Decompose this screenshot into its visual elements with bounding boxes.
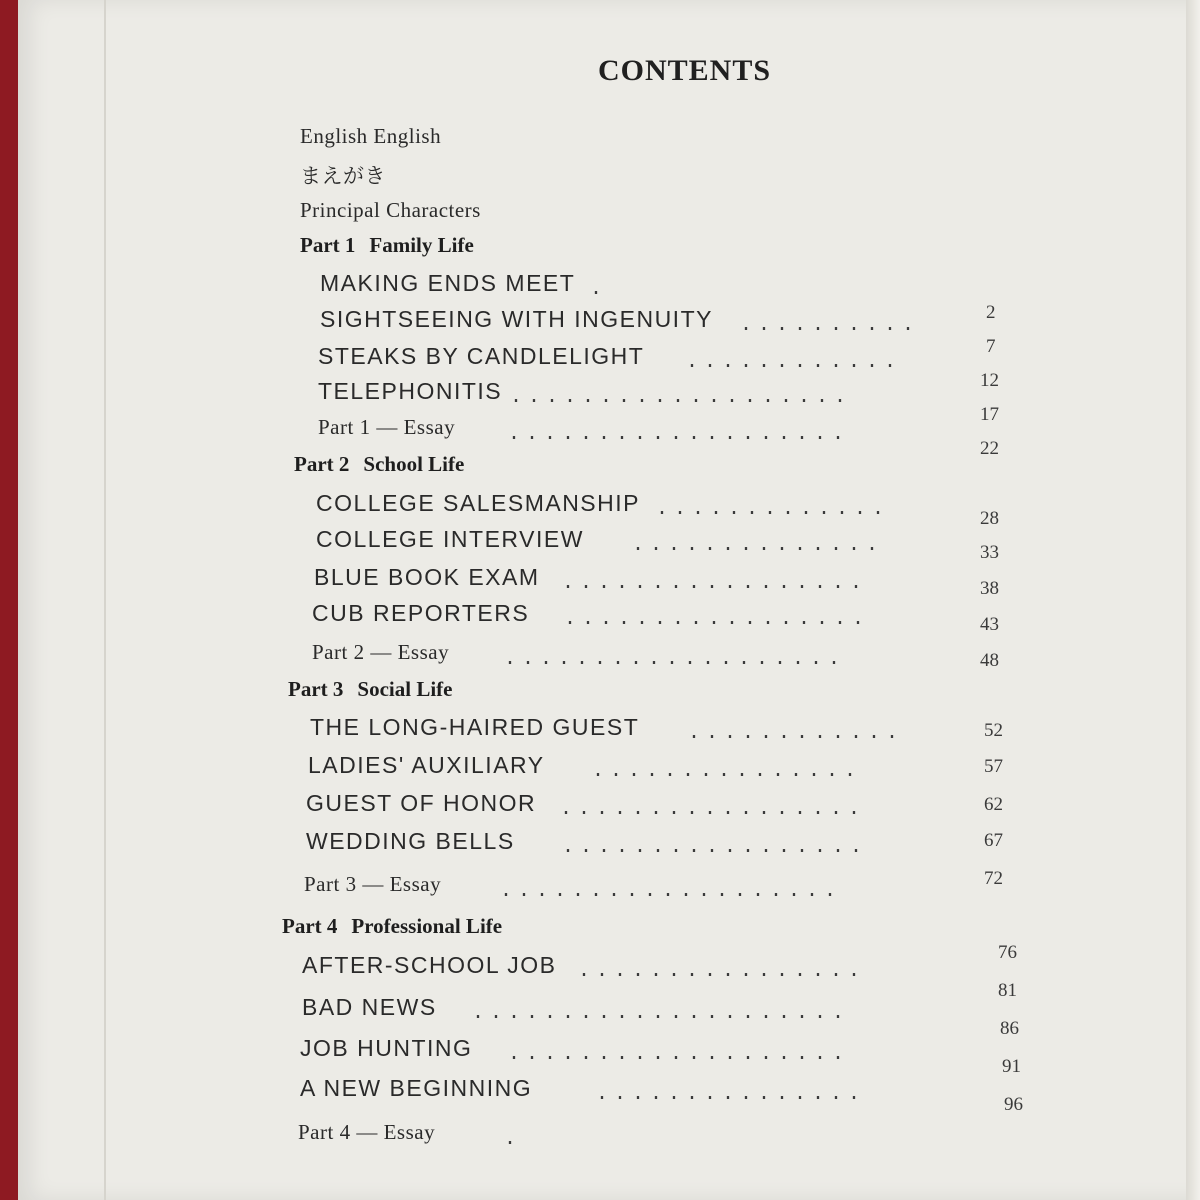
page-number: 33: [980, 542, 999, 563]
page-number: 57: [984, 756, 1003, 777]
page-number: 7: [986, 336, 996, 357]
page-number: 12: [980, 370, 999, 391]
toc-entry: TELEPHONITIS ...................: [318, 378, 853, 409]
page-number: 48: [980, 650, 999, 671]
part-2-heading: Part 2 School Life: [294, 452, 465, 476]
contents-heading: CONTENTS: [598, 54, 772, 87]
toc-entry: THE LONG-HAIRED GUEST ............: [310, 714, 905, 745]
part-4-heading: Part 4 Professional Life: [282, 914, 503, 938]
toc-entry: LADIES' AUXILIARY ...............: [308, 752, 863, 783]
page-number: 86: [1000, 1018, 1019, 1039]
toc-entry: A NEW BEGINNING ...............: [300, 1075, 867, 1106]
toc-entry-essay: Part 1 — Essay ...................: [318, 415, 851, 446]
page-number: 2: [986, 302, 996, 323]
page-number: 96: [1004, 1094, 1023, 1115]
toc-entry: JOB HUNTING ...................: [300, 1035, 851, 1066]
book-page: [18, 0, 1200, 1200]
toc-entry-essay: Part 3 — Essay ...................: [304, 872, 843, 903]
toc-entry: SIGHTSEEING WITH INGENUITY ..........: [320, 306, 921, 337]
page-edge: [1186, 0, 1200, 1200]
page-number: 72: [984, 868, 1003, 889]
toc-entry: COLLEGE SALESMANSHIP .............: [316, 490, 891, 521]
page-number: 43: [980, 614, 999, 635]
toc-entry: WEDDING BELLS .................: [306, 828, 869, 859]
page-number: 91: [1002, 1056, 1021, 1077]
part-3-heading: Part 3 Social Life: [288, 677, 453, 701]
page-number: 17: [980, 404, 999, 425]
toc-entry: GUEST OF HONOR .................: [306, 790, 867, 821]
toc-entry: MAKING ENDS MEET .: [320, 270, 609, 301]
page-number: 38: [980, 578, 999, 599]
toc-entry: COLLEGE INTERVIEW ..............: [316, 526, 885, 557]
page-number: 76: [998, 942, 1017, 963]
toc-entry: BAD NEWS .....................: [302, 994, 851, 1025]
page-gutter-line: [104, 0, 106, 1200]
page-number: 81: [998, 980, 1017, 1001]
page-number: 62: [984, 794, 1003, 815]
toc-entry-essay: Part 2 — Essay ...................: [312, 640, 847, 671]
toc-entry: STEAKS BY CANDLELIGHT ............: [318, 343, 903, 374]
toc-entry: CUB REPORTERS .................: [312, 600, 871, 631]
page-number: 67: [984, 830, 1003, 851]
front-matter-english-english: English English: [300, 124, 442, 148]
part-1-heading: Part 1 Family Life: [300, 233, 474, 257]
page-number: 22: [980, 438, 999, 459]
page-number: 52: [984, 720, 1003, 741]
toc-entry: BLUE BOOK EXAM .................: [314, 564, 869, 595]
page-number: 28: [980, 508, 999, 529]
toc-entry: AFTER-SCHOOL JOB ................: [302, 952, 867, 983]
front-matter-maegaki: まえがき: [300, 164, 386, 188]
front-matter-principal-characters: Principal Characters: [300, 198, 481, 222]
toc-entry-essay: Part 4 — Essay .: [298, 1120, 523, 1151]
